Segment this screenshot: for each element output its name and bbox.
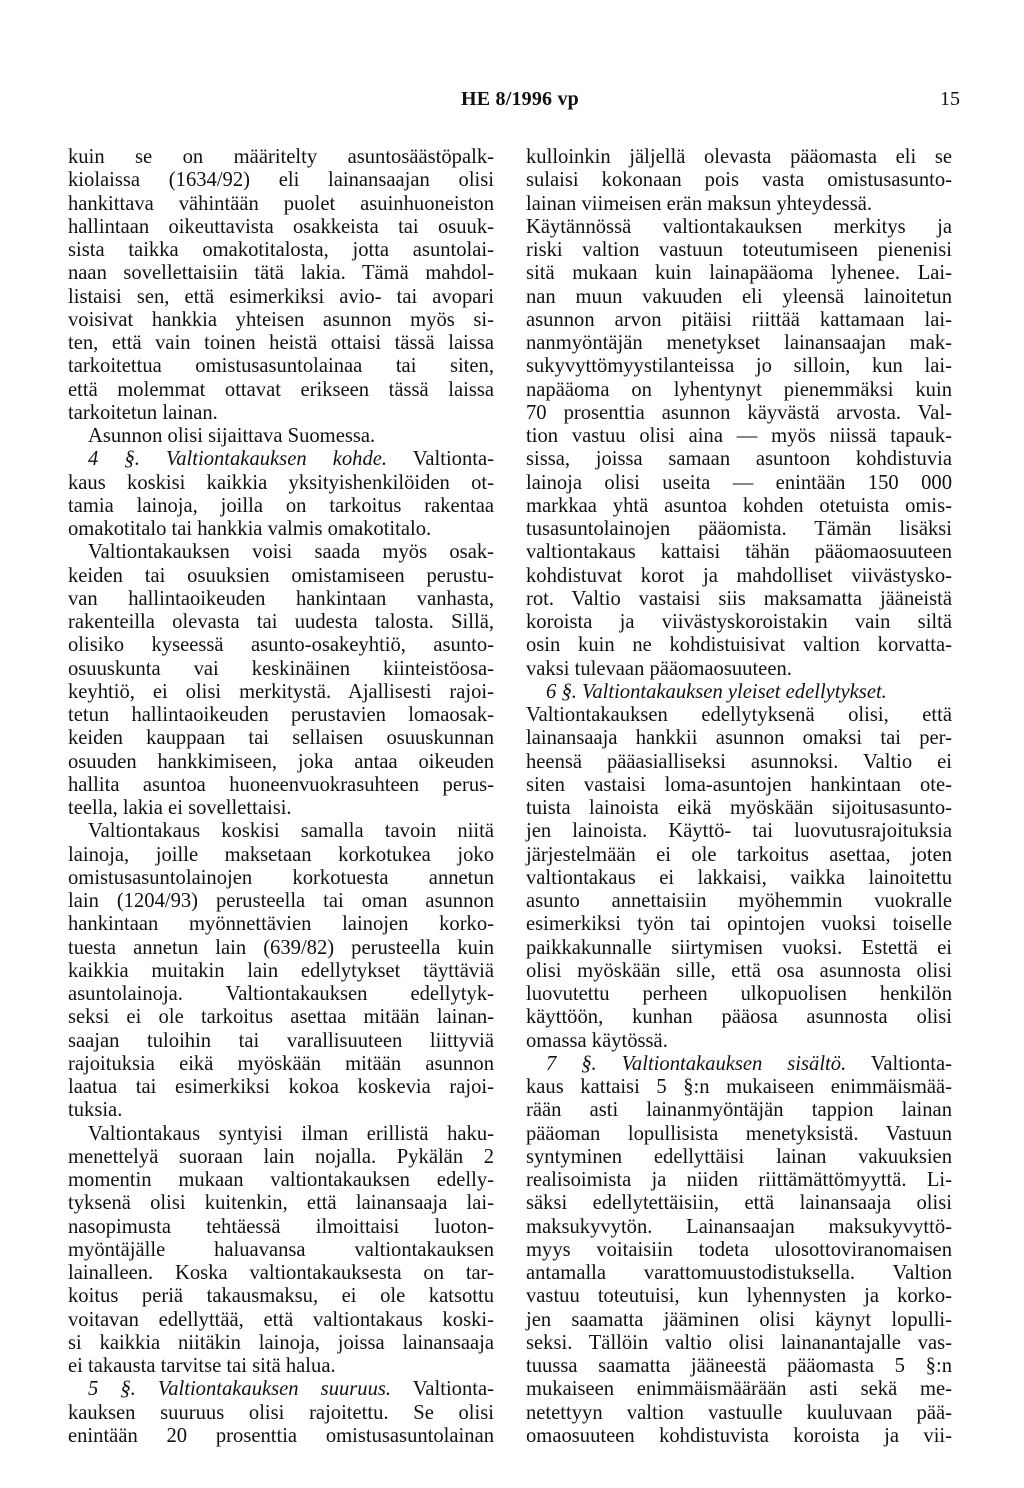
text-line: lainoja olisi useita — enintään 150 000 <box>526 471 952 494</box>
right-text-column <box>526 146 952 1448</box>
text-line: voisivat hankkia yhteisen asunnon myös si- <box>68 308 494 331</box>
text-line: riski valtion vastuun toteutumiseen pienenisi <box>526 239 952 261</box>
text-line: si kaikkia niitäkin lainoja, joissa lainansaaja <box>68 1331 494 1354</box>
line-text: Valtionta- <box>846 1052 952 1075</box>
text-line: tuesta annetun lain (639/82) perusteella kuin <box>68 936 494 959</box>
text-line: syntyminen edellyttäisi lainan vakuuksien <box>526 1145 952 1168</box>
text-line: esimerkiksi työn tai opintojen vuoksi toiselle <box>526 913 952 936</box>
text-line: lainoja, joille maksetaan korkotukea joko <box>68 843 494 866</box>
text-line: osin kuin ne kohdistuisivat valtion korvatta- <box>526 634 952 657</box>
section-number: 6 §. <box>546 680 583 703</box>
text-line: järjestelmään ei ole tarkoitus asettaa, joten <box>526 843 952 866</box>
text-line: mukaiseen enimmäismäärään asti sekä me- <box>526 1378 952 1401</box>
text-line: tarkoitettua omistusasuntolainaa tai siten, <box>68 355 494 378</box>
text-line: asunto annettaisiin myöhemmin vuokralle <box>526 890 952 912</box>
text-line <box>68 1378 494 1401</box>
text-line: van hallintaoikeuden hankintaan vanhasta, <box>68 587 494 610</box>
text-line: napääoma on lyhentynyt pienemmäksi kuin <box>526 378 952 401</box>
text-line: voitavan edellyttää, että valtiontakaus koski- <box>68 1308 494 1331</box>
text-line: saajan tuloihin tai varallisuuteen liittyviä <box>68 1029 494 1052</box>
section-title: Valtiontakauksen sisältö. <box>621 1052 847 1075</box>
text-line: olisiko kyseessä asunto-osakeyhtiö, asunto- <box>68 634 494 657</box>
text-line: nan muun vakuuden eli yleensä lainoitetun <box>526 285 952 308</box>
text-line <box>526 681 952 704</box>
text-line: kauksen suuruus olisi rajoitettu. Se olisi <box>68 1401 494 1424</box>
section-title: Valtiontakauksen kohde. <box>165 448 388 471</box>
text-line: vastuu toteutuisi, kun lyhennysten ja korko- <box>526 1285 952 1308</box>
text-line: Asunnon olisi sijaittava Suomessa. <box>88 425 376 447</box>
text-line: tamia lainoja, joilla on tarkoitus rakentaa <box>68 494 494 517</box>
text-line: seksi ei ole tarkoitus asettaa mitään lainan- <box>68 1006 494 1029</box>
text-line: hallita asuntoa huoneenvuokrasuhteen perus- <box>68 773 494 796</box>
text-line: koroista ja viivästyskoroistakin vain siltä <box>526 611 952 633</box>
text-line: markkaa yhtä asuntoa kohden otetuista omis- <box>526 494 952 517</box>
text-line: tyksenä olisi kuitenkin, että lainansaaja lai- <box>68 1192 494 1215</box>
text-line: nasopimusta tehtäessä ilmoittaisi luoton- <box>68 1215 494 1238</box>
text-line: omistusasuntolainojen korkotuesta annetun <box>68 866 494 889</box>
text-line: naan sovellettaisiin tätä lakia. Tämä mahdol- <box>68 262 494 285</box>
text-line: maksukyvytön. Lainansaajan maksukyvyttö- <box>526 1215 952 1238</box>
text-line: rään asti lainanmyöntäjän tappion lainan <box>526 1099 952 1122</box>
text-line: menettelyä suoraan lain nojalla. Pykälän 2 <box>68 1145 494 1168</box>
text-line: osuuskunta vai keskinäinen kiinteistöosa- <box>68 657 494 680</box>
text-line: tuista lainoista eikä myöskään sijoitusasunto- <box>526 797 952 819</box>
section-number: 5 §. <box>88 1378 158 1401</box>
text-line: seksi. Tällöin valtio olisi lainanantajalle vas- <box>526 1331 952 1354</box>
text-line: 70 prosenttia asunnon käyvästä arvosta. Val- <box>526 401 952 424</box>
text-line: paikkakunnalle siirtymisen vuoksi. Estettä ei <box>526 936 952 959</box>
text-line: enintään 20 prosenttia omistusasuntolainan <box>68 1424 494 1447</box>
text-line: asuntolainoja. Valtiontakauksen edellytyk- <box>68 983 494 1005</box>
text-line: momentin mukaan valtiontakauksen edelly- <box>68 1169 494 1191</box>
section-number: 4 §. <box>88 448 166 471</box>
text-line: kulloinkin jäljellä olevasta pääomasta eli se <box>526 146 952 168</box>
text-line: jen saamatta jääminen olisi käynyt lopulli- <box>526 1308 952 1331</box>
text-line: myöntäjälle haluavansa valtiontakauksen <box>68 1238 494 1261</box>
text-line: Valtiontakaus koskisi samalla tavoin niitä <box>88 820 494 843</box>
text-line: lainalleen. Koska valtiontakauksesta on tar- <box>68 1262 494 1284</box>
text-line: keyhtiö, ei olisi merkitystä. Ajallisesti rajoi- <box>68 680 494 703</box>
text-line: nanmyöntäjän menetykset lainansaajan mak- <box>526 332 952 354</box>
text-line: omassa käytössä. <box>526 1029 668 1052</box>
text-line: tuksia. <box>68 1099 123 1122</box>
text-line: sista taikka omakotitalosta, jotta asuntolai- <box>68 239 494 261</box>
text-line: valtiontakaus kattaisi tähän pääomaosuuteen <box>526 541 952 564</box>
text-line: siten vastaisi loma-asuntojen hankintaan ote- <box>526 773 952 796</box>
section-title: Valtiontakauksen suuruus. <box>157 1378 392 1401</box>
text-line: lainansaaja hankkii asunnon omaksi tai per- <box>526 727 952 750</box>
text-line: rakenteilla olevasta tai uudesta talosta. Sillä, <box>68 611 494 633</box>
section-title: Valtiontakauksen yleiset edellytykset. <box>582 680 887 703</box>
text-line: tetun hallintaoikeuden perustavien lomaosak- <box>68 704 494 726</box>
text-line: lain (1204/93) perusteella tai oman asunnon <box>68 890 494 912</box>
text-line: tion vastuu olisi aina — myös niissä tapauk- <box>526 425 952 447</box>
text-line: sitä mukaan kuin lainapääoma lyhenee. Lai- <box>526 262 952 285</box>
text-line: hankittava vähintään puolet asuinhuoneiston <box>68 192 494 215</box>
text-line: rot. Valtio vastaisi siis maksamatta jääneistä <box>526 587 952 610</box>
text-line: myys voitaisiin todeta ulosottoviranomaisen <box>526 1238 952 1261</box>
text-line: omakotitalo tai hankkia valmis omakotitalo. <box>68 518 432 540</box>
text-line: hallintaan oikeuttavista osakkeista tai osuuk- <box>68 215 494 238</box>
text-line: listaisi sen, että esimerkiksi avio- tai avopari <box>68 285 494 308</box>
text-line: lainan viimeisen erän maksun yhteydessä. <box>526 192 872 215</box>
text-line: sukyvyttömyystilanteissa jo silloin, kun lai- <box>526 355 952 378</box>
text-line: keiden tai osuuksien omistamiseen perustu- <box>68 564 494 587</box>
text-line: keiden kauppaan tai sellaisen osuuskunnan <box>68 727 494 750</box>
text-line: kaus koskisi kaikkia yksityishenkilöiden ot- <box>68 471 494 494</box>
text-line: heensä pääasialliseksi asunnoksi. Valtio ei <box>526 750 952 773</box>
text-line: kohdistuvat korot ja mahdolliset viivästysko- <box>526 564 952 587</box>
text-line: laatua tai esimerkiksi kokoa koskevia rajoi- <box>68 1076 494 1098</box>
text-line: sulaisi kokonaan pois vasta omistusasunto- <box>526 169 952 192</box>
text-line: koitus periä takausmaksu, ei ole katsottu <box>68 1285 494 1308</box>
line-text: Valtionta- <box>387 448 494 471</box>
text-line: olisi myöskään sille, että osa asunnosta olisi <box>526 959 952 982</box>
text-line: tarkoitetun lainan. <box>68 401 218 424</box>
text-line: antamalla varattomuustodistuksella. Valtion <box>526 1262 952 1284</box>
text-line: ten, että vain toinen heistä ottaisi tässä laissa <box>68 332 494 354</box>
text-line: että molemmat ottavat erikseen tässä laissa <box>68 378 494 401</box>
text-line: luovutettu perheen ulkopuolisen henkilön <box>526 983 952 1005</box>
text-line: jen lainoista. Käyttö- tai luovutusrajoituksia <box>526 820 952 843</box>
text-line: Valtiontakauksen voisi saada myös osak- <box>88 541 494 564</box>
text-line: tuussa saamatta jääneestä pääomasta 5 §:n <box>526 1355 952 1377</box>
text-line: Valtiontakaus syntyisi ilman erillistä haku- <box>88 1122 494 1145</box>
text-line: hankintaan myönnettävien lainojen korko- <box>68 913 494 936</box>
text-line: tusasuntolainojen pääomista. Tämän lisäksi <box>526 518 952 540</box>
text-line: kaikkia muitakin lain edellytykset täyttäviä <box>68 959 494 982</box>
page-header-title: HE 8/1996 vp <box>461 88 579 110</box>
text-line: pääoman lopullisista menetyksistä. Vastuun <box>526 1122 952 1145</box>
text-line: kaus kattaisi 5 §:n mukaiseen enimmäismää- <box>526 1076 952 1098</box>
left-text-column <box>68 146 494 1448</box>
text-line: netettyyn valtion vastuulle kuuluvaan pää- <box>526 1401 952 1424</box>
page-number: 15 <box>940 88 960 110</box>
text-line: vaksi tulevaan pääomaosuuteen. <box>526 657 792 680</box>
text-line: asunnon arvon pitäisi riittää kattamaan lai- <box>526 308 952 331</box>
text-line: kiolaissa (1634/92) eli lainansaajan olisi <box>68 169 494 192</box>
text-line: kuin se on määritelty asuntosäästöpalk- <box>68 146 494 168</box>
text-line: teella, lakia ei sovellettaisi. <box>68 797 292 819</box>
text-line: osuuden hankkimiseen, joka antaa oikeuden <box>68 750 494 773</box>
text-line: realisoimista ja niiden riittämättömyyttä. Li- <box>526 1169 952 1191</box>
text-line: valtiontakaus ei lakkaisi, vaikka lainoitettu <box>526 866 952 889</box>
text-line: ei takausta tarvitse tai sitä halua. <box>68 1355 336 1377</box>
text-line: sissa, joissa samaan asuntoon kohdistuvia <box>526 448 952 471</box>
text-line <box>526 1053 952 1076</box>
text-line <box>68 448 494 471</box>
text-line: säksi edellytettäisiin, että lainansaaja olisi <box>526 1192 952 1215</box>
text-line: käyttöön, kunhan pääosa asunnosta olisi <box>526 1006 952 1029</box>
text-line: Valtiontakauksen edellytyksenä olisi, että <box>526 704 952 726</box>
text-line: Käytännössä valtiontakauksen merkitys ja <box>526 215 952 238</box>
section-number: 7 §. <box>546 1052 622 1075</box>
text-line: rajoituksia eikä myöskään mitään asunnon <box>68 1052 494 1075</box>
line-text: Valtionta- <box>391 1378 494 1401</box>
text-line: omaosuuteen kohdistuvista koroista ja vii- <box>526 1424 952 1447</box>
